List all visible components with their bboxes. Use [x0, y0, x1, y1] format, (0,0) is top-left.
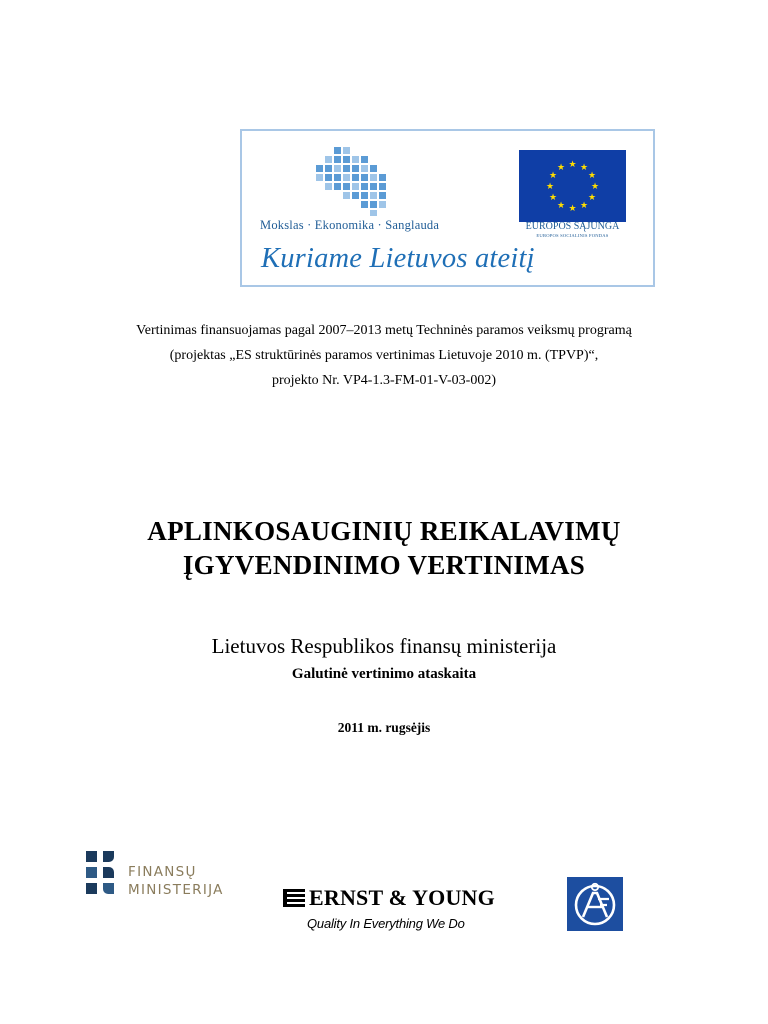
svg-text:★: ★ — [590, 182, 600, 192]
funding-line-3: projekto Nr. VP4-1.3-FM-01-V-03-002) — [272, 373, 496, 388]
funding-statement — [80, 318, 688, 393]
fm-line-2: MINISTERIJA — [128, 882, 224, 898]
svg-text:★: ★ — [568, 160, 577, 170]
svg-text:★: ★ — [568, 204, 577, 214]
title-line-1: APLINKOSAUGINIŲ REIKALAVIMŲ — [147, 516, 621, 546]
svg-text:★: ★ — [548, 193, 558, 203]
svg-text:★: ★ — [545, 182, 555, 192]
eu-flag-icon — [519, 150, 626, 222]
ey-name: ERNST & YOUNG — [309, 885, 495, 910]
title-line-2: ĮGYVENDINIMO VERTINIMAS — [182, 550, 586, 580]
svg-text:★: ★ — [556, 201, 566, 211]
lithuania-map-grid-logo — [316, 147, 416, 217]
ey-stripes-icon — [283, 888, 307, 908]
af-logo-icon — [567, 877, 623, 931]
svg-text:★: ★ — [579, 163, 589, 173]
client-ministry: Lietuvos Respublikos finansų ministerija — [211, 634, 557, 658]
svg-text:★: ★ — [587, 171, 597, 181]
finance-ministry-logo-icon — [84, 849, 120, 897]
finance-ministry-wordmark — [128, 863, 224, 899]
document-title — [40, 514, 728, 582]
es-funding-banner — [240, 129, 655, 287]
eu-label: EUROPOS SĄJUNGA — [525, 221, 620, 232]
funding-line-1: Vertinimas finansuojamas pagal 2007–2013 metų Techninės paramos veiksmų programą — [136, 323, 632, 338]
fm-line-1: FINANSŲ — [128, 864, 197, 880]
ey-slogan: Quality In Everything We Do — [307, 916, 465, 931]
report-type: Galutinė vertinimo ataskaita — [291, 666, 477, 682]
svg-text:★: ★ — [587, 193, 597, 203]
svg-text:★: ★ — [579, 201, 589, 211]
banner-tagline: Kuriame Lietuvos ateitį — [261, 243, 535, 274]
program-name: Mokslas · Ekonomika · Sanglauda — [260, 218, 440, 232]
publication-date: 2011 m. rugsėjis — [337, 720, 431, 735]
svg-text:★: ★ — [548, 171, 558, 181]
eu-sublabel: EUROPOS SOCIALINIS FONDAS — [536, 233, 609, 238]
svg-text:★: ★ — [556, 163, 566, 173]
funding-line-2: (projektas „ES struktūrinės paramos vertinimas Lietuvoje 2010 m. (TPVP)“, — [169, 348, 599, 363]
